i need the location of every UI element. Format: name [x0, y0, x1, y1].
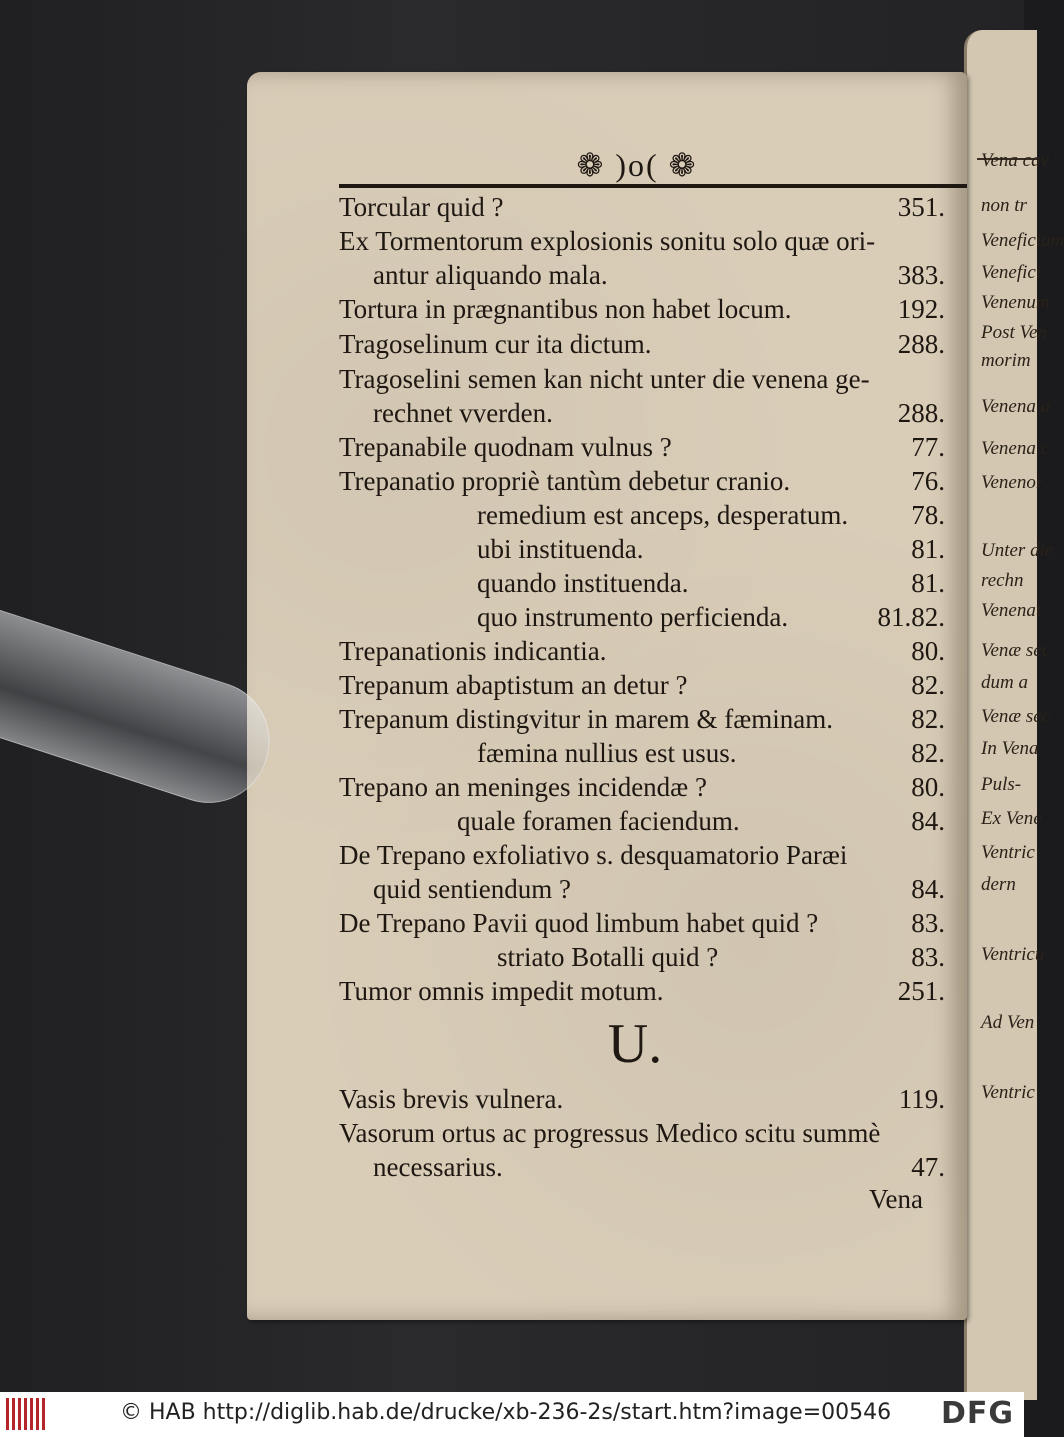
index-term: Vasorum ortus ac progressus Medico scitu summè [339, 1118, 881, 1148]
facing-page-word: Post Ven [981, 322, 1047, 343]
facing-page-word: Venenum [981, 292, 1050, 313]
index-entry [339, 702, 967, 736]
index-entry [339, 327, 967, 361]
index-page-number: 82. [911, 670, 945, 700]
copyright-link[interactable]: © HAB http://diglib.hab.de/drucke/xb-236-2s/start.htm?image=00546 [120, 1400, 892, 1425]
index-page-number: 84. [911, 806, 945, 836]
facing-page-word: dern [981, 874, 1016, 895]
facing-page-edge [964, 30, 1064, 1400]
facing-page-word: Venena a [981, 396, 1051, 417]
index-entry [339, 804, 967, 838]
index-term: Tumor omnis impedit motum. [339, 976, 664, 1006]
footer-bar [0, 1392, 1024, 1437]
facing-page-word: Ex Vene [981, 808, 1042, 829]
index-term: Tragoselini semen kan nicht unter die venena ge- [339, 364, 870, 394]
index-term: quale foramen faciendum. [457, 806, 740, 836]
index-term: quid sentiendum ? [373, 874, 571, 904]
index-entry [339, 634, 967, 668]
index-entry [339, 600, 967, 634]
index-page-number: 383. [897, 260, 945, 290]
index-term: Torcular quid ? [339, 192, 504, 222]
book-page [247, 72, 967, 1320]
index-term: Trepanationis indicantia. [339, 636, 607, 666]
index-page-number: 83. [911, 908, 945, 938]
index-term: necessarius. [373, 1152, 503, 1182]
dfg-logo: DFG [940, 1396, 1014, 1431]
facing-page-word: Venefici [981, 262, 1042, 283]
index-entry [339, 940, 967, 974]
index-term: quo instrumento perficienda. [477, 602, 789, 632]
index-entry [339, 1082, 967, 1116]
index-page-number: 80. [911, 636, 945, 666]
index-page-number: 81. [911, 534, 945, 564]
index-entry [339, 190, 967, 224]
index-entry [339, 906, 967, 940]
index-term: Vasis brevis vulnera. [339, 1084, 564, 1114]
index-term: antur aliquando mala. [373, 260, 608, 290]
facing-page-word: Puls- [981, 774, 1022, 795]
index-entry [339, 736, 967, 770]
index-page-number: 76. [911, 466, 945, 496]
index-entry [339, 464, 967, 498]
facing-page-word: Venenat [981, 600, 1042, 621]
index-term: Trepano an meninges incidendæ ? [339, 772, 707, 802]
glass-page-weight [0, 603, 285, 819]
index-page-number: 81. [911, 568, 945, 598]
facing-page-word: Venena c [981, 438, 1050, 459]
index-entry [339, 532, 967, 566]
index-entry [339, 224, 967, 258]
index-term: Tortura in prægnantibus non habet locum. [339, 294, 792, 324]
facing-page-word: Ventric [981, 842, 1035, 863]
index-entry [339, 430, 967, 464]
index-term: quando instituenda. [477, 568, 689, 598]
index-entry [339, 974, 967, 1008]
hab-logo-icon [6, 1398, 46, 1430]
index-page-number: 351. [897, 192, 945, 222]
index-page-number: 80. [911, 772, 945, 802]
index-page-number: 82. [911, 738, 945, 768]
index-term: striato Botalli quid ? [497, 942, 719, 972]
facing-page-word: rechn [981, 570, 1024, 591]
facing-page-word: dum a [981, 672, 1028, 693]
index-entry [339, 1150, 967, 1184]
index-entry [339, 770, 967, 804]
facing-page-word: Veneficium [981, 230, 1064, 251]
facing-page-word: Vena cav [981, 150, 1050, 171]
index-entry [339, 566, 967, 600]
index-page-number: 47. [911, 1152, 945, 1182]
index-term: De Trepano Pavii quod limbum habet quid ? [339, 908, 819, 938]
index-term: Trepanum distingvitur in marem & fæminam. [339, 704, 833, 734]
index-entry [339, 498, 967, 532]
index-term: Tragoselinum cur ita dictum. [339, 329, 652, 359]
index-term: Trepanabile quodnam vulnus ? [339, 432, 672, 462]
index-page-number: 192. [897, 294, 945, 324]
facing-page-word: Unter die [981, 540, 1054, 561]
index-term: De Trepano exfoliativo s. desquamatorio Paræi [339, 840, 848, 870]
index-entry [339, 292, 967, 326]
index-page-number: 81.82. [877, 602, 945, 632]
index-page-number: 84. [911, 874, 945, 904]
facing-page-word: non tr [981, 195, 1027, 216]
facing-page-word: Ventricu [981, 944, 1045, 965]
index-entry [339, 872, 967, 906]
facing-page-word: Venenor [981, 472, 1044, 493]
index-term: Trepanum abaptistum an detur ? [339, 670, 688, 700]
facing-page-word: In Vena [981, 738, 1039, 759]
index-term: fæmina nullius est usus. [477, 738, 737, 768]
catchword: Vena [869, 1184, 923, 1214]
index-entry [339, 396, 967, 430]
facing-page-word: Venæ sec [981, 640, 1051, 661]
index-entry [339, 838, 967, 872]
section-letter: U. [607, 1013, 663, 1075]
index-page-number: 288. [897, 329, 945, 359]
index-term: Trepanatio propriè tantùm debetur cranio. [339, 466, 791, 496]
facing-page-word: Venæ sec [981, 706, 1051, 727]
index-page-number: 119. [898, 1084, 945, 1114]
facing-page-word: Ad Ven [981, 1012, 1035, 1033]
index-page-number: 83. [911, 942, 945, 972]
header-ornament: ❁ )o( ❁ [576, 147, 698, 183]
index-term: remedium est anceps, desperatum. [477, 500, 849, 530]
index-page-number: 251. [897, 976, 945, 1006]
index-list [247, 72, 967, 1320]
index-page-number: 82. [911, 704, 945, 734]
index-page-number: 288. [897, 398, 945, 428]
index-term: Ex Tormentorum explosionis sonitu solo quæ ori- [339, 226, 876, 256]
index-term: rechnet vverden. [373, 398, 553, 428]
index-entry [339, 668, 967, 702]
index-entry [339, 1116, 967, 1150]
index-page-number: 77. [911, 432, 945, 462]
index-term: ubi instituenda. [477, 534, 644, 564]
index-page-number: 78. [911, 500, 945, 530]
facing-page-word: morim [981, 350, 1031, 371]
index-entry [339, 258, 967, 292]
facing-page-word: Ventric [981, 1082, 1035, 1103]
index-entry [339, 362, 967, 396]
